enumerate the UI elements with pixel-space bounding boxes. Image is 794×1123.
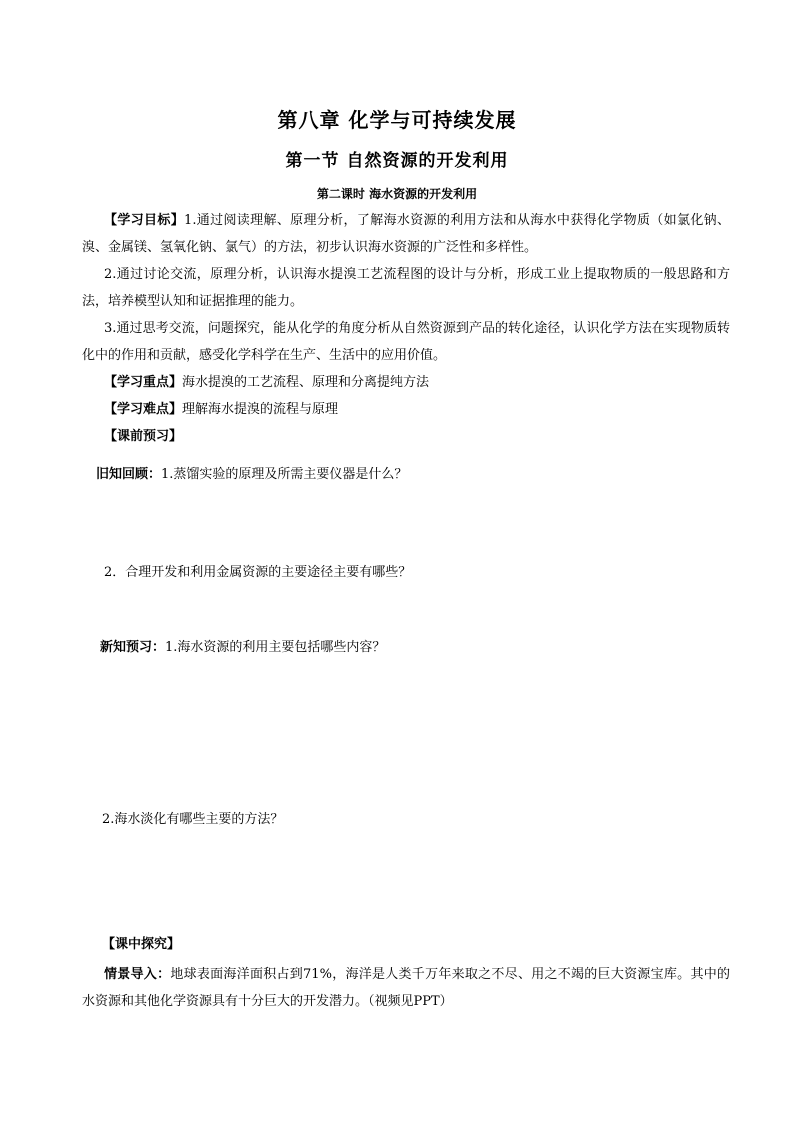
difficulty xyxy=(82,396,730,423)
lesson-title: 第二课时 海水资源的开发利用 xyxy=(316,187,478,201)
key-point xyxy=(82,369,730,396)
inquiry-label: 【课中探究】 xyxy=(102,937,181,952)
scene-label: 情景导入： xyxy=(104,967,171,982)
preview-label: 【课前预习】 xyxy=(104,429,183,444)
inquiry-heading xyxy=(102,933,180,952)
review-q1-text: 1.蒸馏实验的原理及所需主要仪器是什么？ xyxy=(161,467,408,482)
scene-text: 地球表面海洋面积占到71%，海洋是人类千万年来取之不尽、用之不竭的巨大资源宝库。其中的水资源和其他化学资源具有十分巨大的开发潜力。（视频见PPT） xyxy=(82,967,730,1009)
review-question-1 xyxy=(96,463,407,482)
review-question-2: 2．合理开发和利用金属资源的主要途径主要有哪些？ xyxy=(104,565,412,580)
chapter-title: 第八章 化学与可持续发展 xyxy=(277,108,517,132)
preview-heading xyxy=(82,423,730,450)
objective-1 xyxy=(82,207,730,261)
objectives-label: 【学习目标】 xyxy=(104,213,185,228)
review-label: 旧知回顾： xyxy=(96,467,162,482)
section-title: 第一节 自然资源的开发利用 xyxy=(285,151,509,171)
new-preview-label: 新知预习： xyxy=(100,640,166,655)
new-preview-question-2: 2.海水淡化有哪些主要的方法？ xyxy=(102,812,284,827)
key-point-text: 海水提溴的工艺流程、原理和分离提纯方法 xyxy=(182,375,430,390)
difficulty-text: 理解海水提溴的流程与原理 xyxy=(182,402,339,417)
objective-3: 3.通过思考交流，问题探究，能从化学的角度分析从自然资源到产品的转化途径，认识化学方法在实现物质转化中的作用和贡献，感受化学科学在生产、生活中的应用价值。 xyxy=(82,321,730,363)
difficulty-label: 【学习难点】 xyxy=(104,402,183,417)
objective-1-text: 1.通过阅读理解、原理分析，了解海水资源的利用方法和从海水中获得化学物质（如氯化钠、溴、金属镁、氢氧化钠、氯气）的方法，初步认识海水资源的广泛性和多样性。 xyxy=(82,213,730,255)
objective-2: 2.通过讨论交流，原理分析，认识海水提溴工艺流程图的设计与分析，形成工业上提取物质的一般思路和方法，培养模型认知和证据推理的能力。 xyxy=(82,267,730,309)
new-preview-question-1 xyxy=(100,636,385,655)
key-point-label: 【学习重点】 xyxy=(104,375,183,390)
scene-paragraph xyxy=(82,961,730,1015)
new-preview-q1-text: 1.海水资源的利用主要包括哪些内容？ xyxy=(165,640,386,655)
